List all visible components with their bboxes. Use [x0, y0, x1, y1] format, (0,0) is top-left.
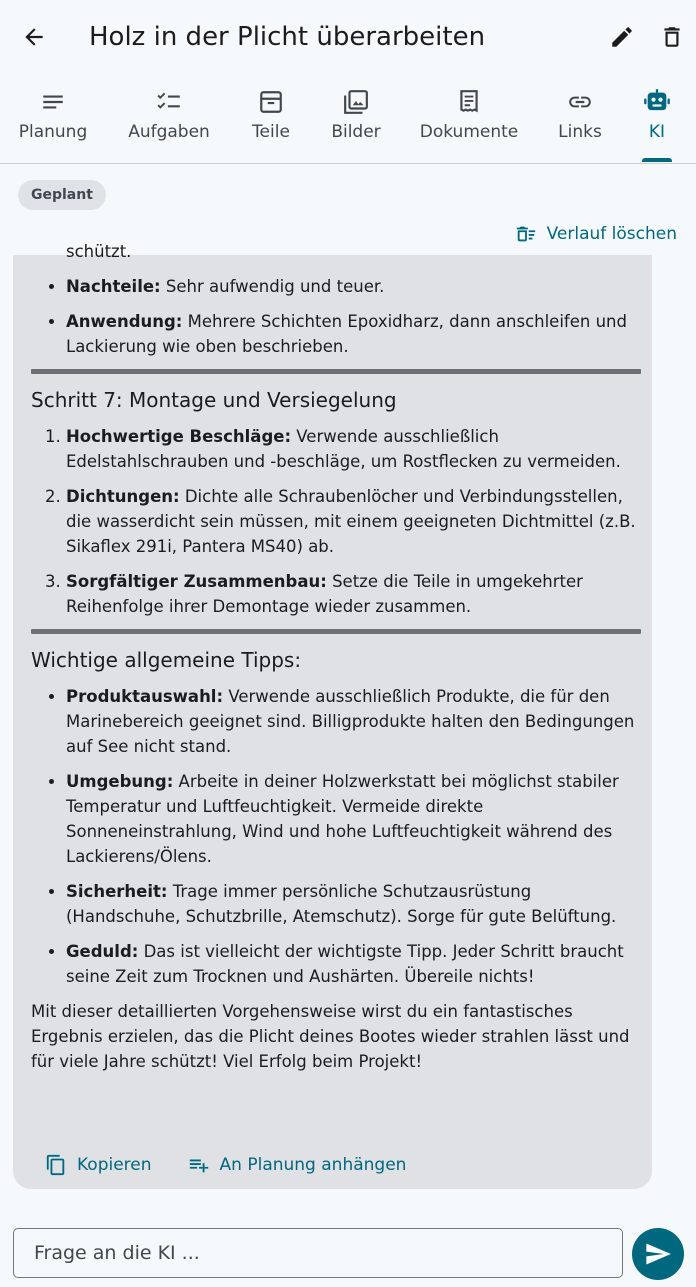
list-item: 1. Hochwertige Beschläge: Verwende ausschließlich Edelstahlschrauben und -beschläge, um Rostflecken zu vermeiden.	[66, 424, 641, 474]
list-item: • Produktauswahl: Verwende ausschließlich Produkte, die für den Marinebereich geeignet sind. Billigprodukte halten den Bedingungen auf See nicht stand.	[66, 684, 641, 759]
list-item: • Geduld: Das ist vielleicht der wichtigste Tipp. Jeder Schritt braucht seine Zeit zum Trocknen und Aushärten. Übereile nichts!	[66, 939, 641, 989]
image-stack-icon	[343, 89, 369, 115]
list-item: • Anwendung: Mehrere Schichten Epoxidharz, dann anschleifen und Lackierung wie oben beschrieben.	[66, 309, 641, 359]
app-bar	[0, 0, 696, 76]
arrow-back-icon	[21, 24, 47, 50]
receipt-icon	[456, 89, 482, 115]
link-icon	[566, 89, 594, 115]
trash-icon	[659, 24, 685, 50]
tab-dokumente[interactable]: Dokumente	[419, 80, 519, 164]
list-item: 2. Dichtungen: Dichte alle Schraubenlöcher und Verbindungsstellen, die wasserdicht sein müssen, mit einem geeigneten Dichtmittel (z.B. Sikaflex 291i, Pantera MS40) ab.	[66, 484, 641, 559]
message-fragment: schützt.	[66, 242, 132, 261]
question-input-container	[13, 1228, 623, 1278]
robot-icon	[643, 88, 671, 116]
list-item: • Nachteile: Sehr aufwendig und teuer.	[66, 274, 641, 299]
tips-list	[31, 684, 641, 989]
clear-history-label: Verlauf löschen	[546, 224, 677, 244]
playlist-add-icon	[188, 1154, 210, 1176]
notes-icon	[40, 89, 66, 115]
back-button[interactable]	[14, 17, 54, 57]
closing-paragraph: Mit dieser detaillierten Vorgehensweise wirst du ein fantastisches Ergebnis erzielen, das die Plicht deines Bootes wieder strahlen lässt und für viele Jahre schützt! Viel Erfolg beim Projekt!	[31, 1002, 630, 1071]
step-heading: Schritt 7: Montage und Versiegelung	[31, 388, 397, 412]
list-item: • Sicherheit: Trage immer persönliche Schutzausrüstung (Handschuhe, Schutzbrille, Atemschutz). Sorge für gute Belüftung.	[66, 879, 641, 929]
tab-bilder[interactable]: Bilder	[330, 80, 382, 164]
step-list	[31, 424, 641, 619]
pencil-icon	[609, 24, 635, 50]
edit-button[interactable]	[602, 17, 642, 57]
append-label: An Planung anhängen	[219, 1155, 407, 1175]
tab-planung[interactable]: Planung	[18, 80, 88, 164]
ai-message-content	[31, 239, 641, 1074]
top-list	[31, 274, 641, 359]
tab-bar	[0, 80, 696, 164]
tab-links[interactable]: Links	[556, 80, 604, 164]
question-input[interactable]	[14, 1229, 622, 1277]
archive-box-icon	[258, 89, 284, 115]
tab-ki[interactable]: KI	[640, 80, 674, 164]
divider	[31, 369, 641, 374]
list-item: • Umgebung: Arbeite in deiner Holzwerkstatt bei möglichst stabiler Temperatur und Luftfeuchtigkeit. Vermeide direkte Sonneneinstrahlung, Wind und hohe Luftfeuchtigkeit während des Lackierens/Ölens.	[66, 769, 641, 869]
tab-indicator	[642, 158, 672, 162]
tab-aufgaben[interactable]: Aufgaben	[127, 80, 211, 164]
page-title: Holz in der Plicht überarbeiten	[89, 22, 486, 52]
status-badge: Geplant	[18, 180, 106, 210]
ai-message-card	[13, 242, 652, 1189]
divider	[31, 629, 641, 634]
tips-heading: Wichtige allgemeine Tipps:	[31, 648, 302, 672]
list-item: 3. Sorgfältiger Zusammenbau: Setze die Teile in umgekehrter Reihenfolge ihrer Demontage wieder zusammen.	[66, 569, 641, 619]
send-button[interactable]	[632, 1228, 684, 1280]
message-actions	[45, 1154, 406, 1176]
copy-label: Kopieren	[77, 1155, 152, 1175]
copy-button[interactable]	[45, 1154, 152, 1176]
append-to-plan-button[interactable]	[188, 1154, 407, 1176]
delete-button[interactable]	[652, 17, 692, 57]
send-icon	[644, 1240, 672, 1268]
tab-teile[interactable]: Teile	[249, 80, 293, 164]
checklist-icon	[155, 89, 183, 115]
copy-icon	[45, 1154, 67, 1176]
